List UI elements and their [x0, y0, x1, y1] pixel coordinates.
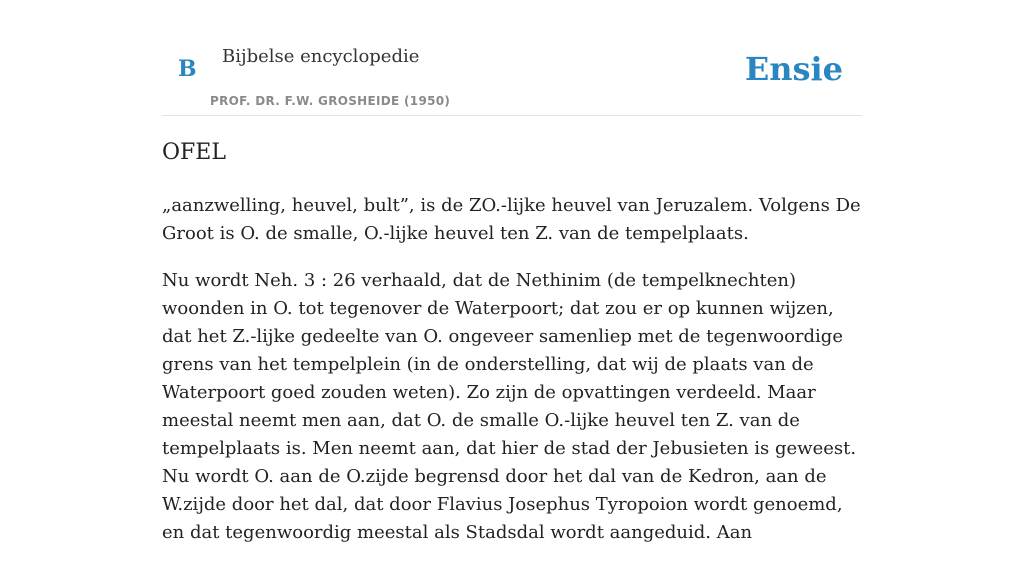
section-letter-link[interactable]: B	[178, 56, 197, 82]
book-title[interactable]: Bijbelse encyclopedie	[222, 46, 420, 67]
book-author: PROF. DR. F.W. GROSHEIDE (1950)	[210, 94, 451, 108]
page-container	[162, 0, 862, 543]
article-body	[162, 192, 862, 566]
article-title: OFEL	[162, 140, 226, 165]
book-header	[162, 0, 862, 116]
brand-logo[interactable]: Ensie	[744, 50, 843, 88]
article-paragraph: „aanzwelling, heuvel, bult”, is de ZO.-lijke heuvel van Jeruzalem. Volgens De Groot is O. de smalle, O.-lijke heuvel ten Z. van de tempelplaats.	[162, 195, 861, 244]
article-paragraph: Nu wordt Neh. 3 : 26 verhaald, dat de Nethinim (de tempelknechten) woonden in O. tot tegenover de Waterpoort; dat zou er op kunnen wijzen, dat het Z.-lijke gedeelte van O. ongeveer samenliep met de tegenwoordige grens van het tempelplein (in de onderstelling, dat wij de plaats van de Waterpoort goed zouden weten). Zo zijn de opvattingen verdeeld. Maar meestal neemt men aan, dat O. de smalle O.-lijke heuvel ten Z. van de tempelplaats is. Men neemt aan, dat hier de stad der Jebusieten is geweest. Nu wordt O. aan de O.zijde begrensd door het dal van de Kedron, aan de W.zijde door het dal, dat door Flavius Josephus Tyropoion wordt genoemd, en dat tegenwoordig meestal als Stadsdal wordt aangeduid. Aan	[162, 270, 857, 543]
